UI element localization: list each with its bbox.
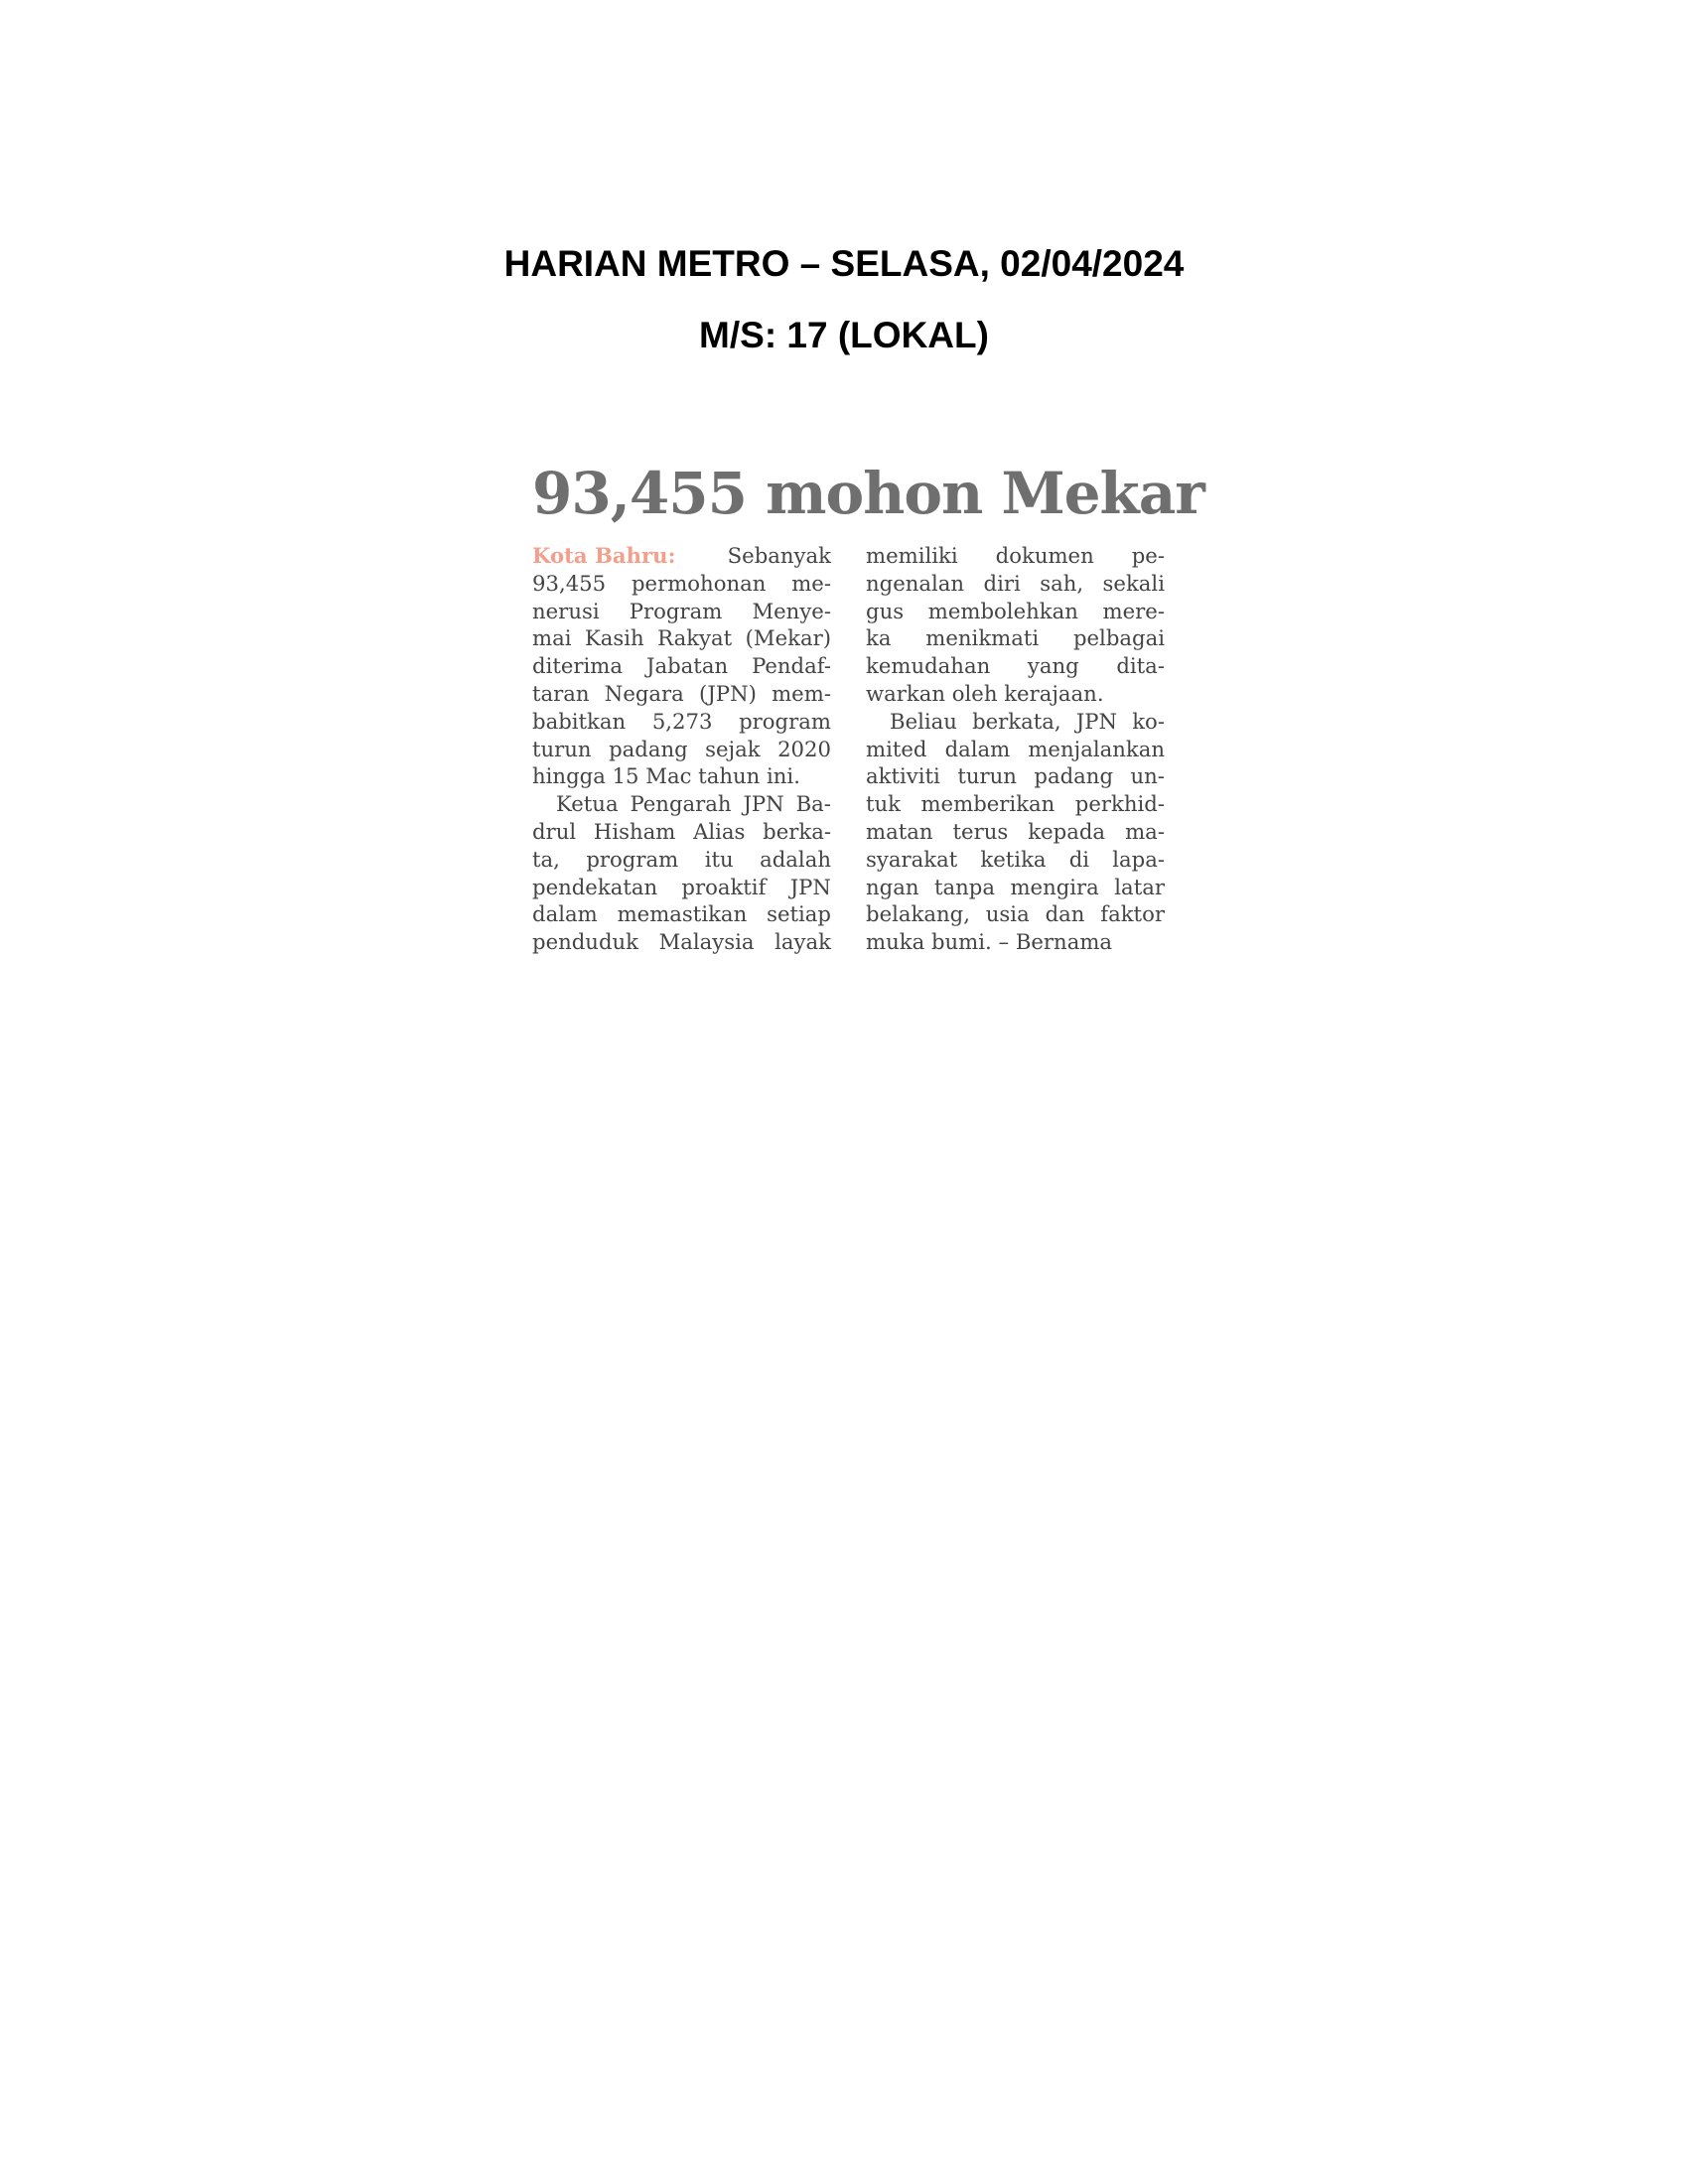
article-word: me- — [791, 570, 831, 596]
article-word: drul — [532, 818, 577, 844]
article-word: Alias — [693, 818, 746, 844]
article-word: diterima — [532, 653, 624, 679]
article-word: ta, — [532, 846, 560, 872]
article-line — [866, 736, 1165, 763]
article-word: Malaysia — [658, 929, 755, 955]
article-word: di — [1068, 846, 1090, 872]
article-word: nerusi — [532, 598, 600, 623]
article-column-right — [866, 542, 1165, 956]
article-word: dalam — [944, 736, 1011, 761]
article-line: warkan oleh kerajaan. — [866, 680, 1104, 706]
publication-date-header: HARIAN METRO – SELASA, 02/04/2024 — [503, 243, 1185, 284]
article-word: memiliki — [866, 543, 958, 568]
article-word: berkata, — [972, 708, 1061, 734]
article-line — [866, 874, 1165, 901]
article-word: tuk — [866, 791, 901, 817]
article-line-text: Sebanyak — [727, 543, 831, 568]
article-word: memastikan — [617, 901, 748, 927]
article-line — [532, 542, 831, 570]
article-word: Menye- — [752, 598, 831, 623]
article-word: itu — [704, 846, 734, 872]
article-column-left — [532, 542, 831, 956]
article-line — [866, 652, 1165, 680]
article-line — [532, 928, 831, 956]
article-word: mengira — [1010, 874, 1099, 899]
article-word: 2020 — [777, 736, 831, 761]
article-word: 93,455 — [532, 570, 607, 596]
article-line — [866, 790, 1165, 818]
article-headline: 93,455 mohon Mekar — [532, 460, 1204, 527]
article-word: permohonan — [631, 570, 767, 596]
article-word: padang — [1034, 763, 1114, 789]
article-word: latar — [1114, 874, 1165, 899]
article-word: perkhid- — [1074, 791, 1165, 817]
article-word: Pendaf- — [752, 653, 831, 679]
article-line — [532, 818, 831, 846]
article-dateline: Kota Bahru: — [532, 543, 676, 568]
article-word: mai — [532, 625, 572, 651]
article-line — [532, 874, 831, 901]
article-word: padang — [609, 736, 688, 761]
article-word: Hisham — [593, 818, 676, 844]
article-word: pendekatan — [532, 874, 658, 899]
article-word: belakang, — [866, 901, 970, 927]
article-word: sah, — [1040, 570, 1084, 596]
article-line — [532, 708, 831, 736]
article-word: Pengarah — [630, 791, 732, 817]
article-line — [532, 736, 831, 763]
article-word: Program — [629, 598, 723, 623]
article-word: pelbagai — [1072, 625, 1165, 651]
article-word: syarakat — [866, 846, 958, 872]
article-word: program — [586, 846, 679, 872]
article-word: turun — [532, 736, 592, 761]
article-word: (JPN) — [699, 680, 757, 706]
article-word: layak — [774, 929, 831, 955]
article-line — [866, 542, 1165, 570]
article-line — [532, 846, 831, 874]
article-word: yang — [1027, 653, 1079, 679]
article-word: usia — [985, 901, 1030, 927]
article-word: membolehkan — [927, 598, 1078, 623]
article-word: 5,273 — [651, 708, 713, 734]
article-word: terus — [952, 818, 1009, 844]
article-word: sejak — [705, 736, 761, 761]
article-word: Beliau — [890, 708, 957, 734]
article-word: ketika — [980, 846, 1047, 872]
article-line — [532, 624, 831, 652]
article-word: faktor — [1100, 901, 1165, 927]
article-word: mem- — [772, 680, 831, 706]
article-word: ngan — [866, 874, 919, 899]
article-line — [866, 846, 1165, 874]
article-line — [866, 762, 1165, 790]
article-word: dokumen — [995, 543, 1094, 568]
article-word: Rakyat — [657, 625, 733, 651]
article-word: Kasih — [584, 625, 644, 651]
article-word: kemudahan — [866, 653, 991, 679]
article-line — [532, 680, 831, 708]
article-word: babitkan — [532, 708, 627, 734]
article-line: hingga 15 Mac tahun ini. — [532, 763, 800, 789]
article-word: dan — [1045, 901, 1085, 927]
article-word: un- — [1130, 763, 1165, 789]
article-word: dalam — [532, 901, 598, 927]
article-word: taran — [532, 680, 590, 706]
article-word: proaktif — [681, 874, 767, 899]
article-line — [532, 598, 831, 625]
article-word: dita- — [1116, 653, 1165, 679]
article-line — [532, 652, 831, 680]
article-word: adalah — [760, 846, 831, 872]
article-word: (Mekar) — [745, 625, 831, 651]
article-line — [532, 900, 831, 928]
article-line — [866, 818, 1165, 846]
page-section-label: M/S: 17 (LOKAL) — [699, 315, 989, 355]
article-line — [866, 624, 1165, 652]
article-word: pe- — [1131, 543, 1165, 568]
article-word: ma- — [1125, 818, 1165, 844]
article-line — [866, 570, 1165, 598]
article-word: penduduk — [532, 929, 639, 955]
article-word: matan — [866, 818, 933, 844]
article-word: JPN — [1075, 708, 1118, 734]
article-word: program — [739, 708, 831, 734]
article-word: sekali — [1102, 570, 1165, 596]
article-line: muka bumi. – Bernama — [866, 929, 1113, 955]
article-word: ka — [866, 625, 892, 651]
article-line — [866, 708, 1165, 736]
article-word: memberikan — [920, 791, 1055, 817]
article-word: Ketua — [556, 791, 619, 817]
article-word: setiap — [767, 901, 831, 927]
article-word: menikmati — [925, 625, 1040, 651]
article-word: JPN — [789, 874, 831, 899]
article-word: tanpa — [933, 874, 995, 899]
article-line — [866, 598, 1165, 625]
article-word: kepada — [1028, 818, 1106, 844]
article-line — [866, 900, 1165, 928]
article-word: aktiviti — [866, 763, 940, 789]
article-word: mere- — [1102, 598, 1165, 623]
article-word: JPN — [743, 791, 784, 817]
article-word: berka- — [763, 818, 831, 844]
article-word: diri — [983, 570, 1021, 596]
article-word: gus — [866, 598, 905, 623]
article-line — [532, 790, 831, 818]
article-word: ngenalan — [866, 570, 965, 596]
article-word: ko- — [1132, 708, 1165, 734]
article-word: mited — [866, 736, 927, 761]
article-word: turun — [957, 763, 1017, 789]
newspaper-clipping — [532, 459, 1204, 955]
article-word: Negara — [604, 680, 684, 706]
article-line — [532, 570, 831, 598]
article-word: menjalankan — [1028, 736, 1165, 761]
article-word: lapa- — [1112, 846, 1165, 872]
article-word: Jabatan — [645, 653, 729, 679]
article-word: Ba- — [795, 791, 831, 817]
